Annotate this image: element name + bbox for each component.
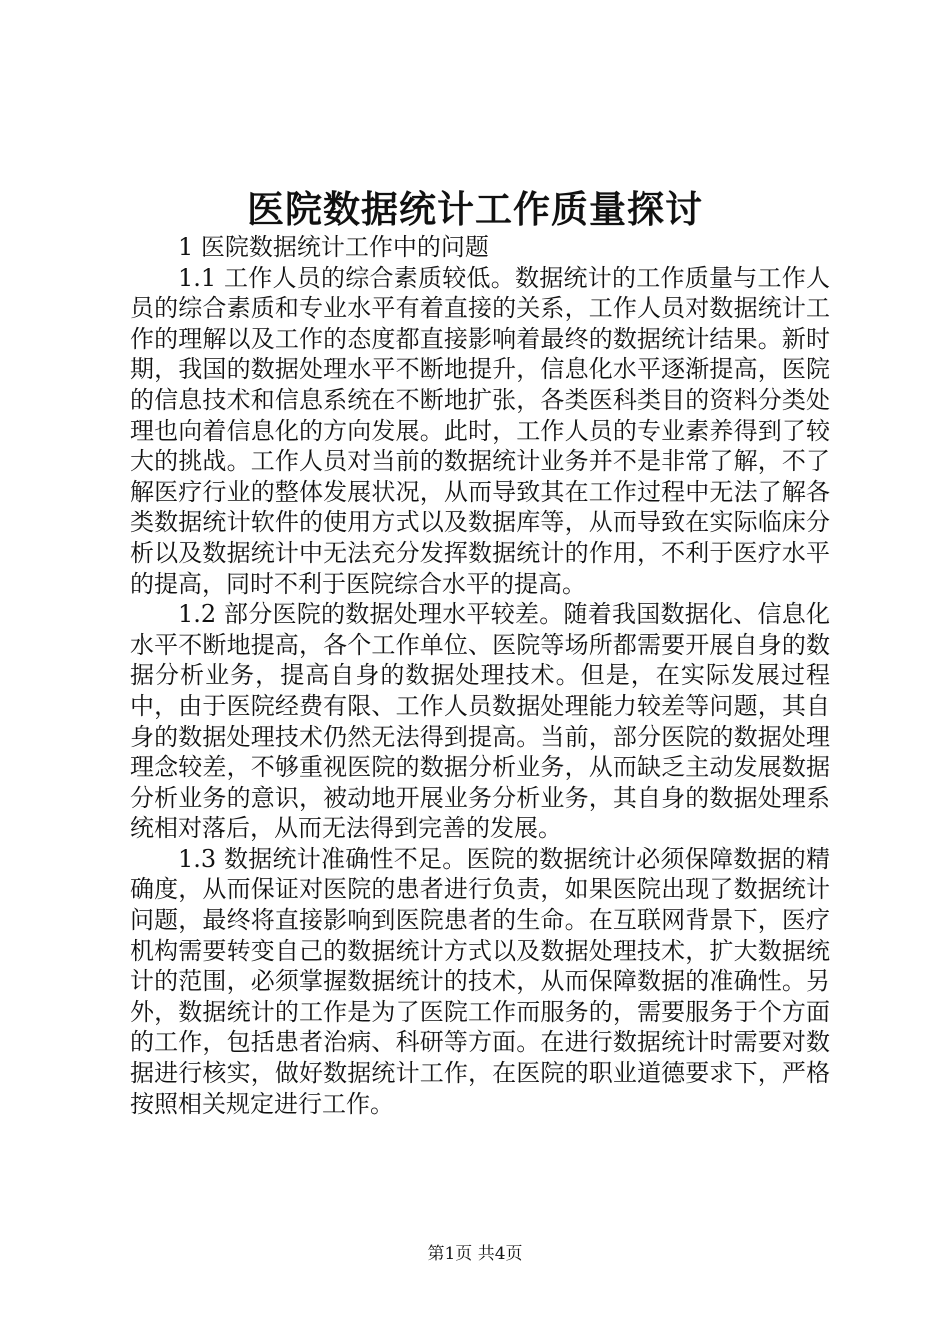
paragraph-1-2: 1.2 部分医院的数据处理水平较差。随着我国数据化、信息化水平不断地提高，各个工作单位、医院等场所都需要开展自身的数据分析业务，提高自身的数据处理技术。但是，在实际发展过程中，由于医院经费有限、工作人员数据处理能力较差等问题，其自身的数据处理技术仍然无法得到提高。当前，部分医院的数据处理理念较差，不够重视医院的数据分析业务，从而缺乏主动发展数据分析业务的意识，被动地开展业务分析业务，其自身的数据处理系统相对落后，从而无法得到完善的发展。	[130, 600, 830, 843]
document-title: 医院数据统计工作质量探讨	[247, 187, 703, 231]
section-heading: 1 医院数据统计工作中的问题	[178, 233, 489, 261]
paragraph-1-1: 1.1 工作人员的综合素质较低。数据统计的工作质量与工作人员的综合素质和专业水平有着直接的关系，工作人员对数据统计工作的理解以及工作的态度都直接影响着最终的数据统计结果。新时期，我国的数据处理水平不断地提升，信息化水平逐渐提高，医院的信息技术和信息系统在不断地扩张，各类医科类目的资料分类处理也向着信息化的方向发展。此时，工作人员的专业素养得到了较大的挑战。工作人员对当前的数据统计业务并不是非常了解，不了解医疗行业的整体发展状况，从而导致其在工作过程中无法了解各类数据统计软件的使用方式以及数据库等，从而导致在实际临床分析以及数据统计中无法充分发挥数据统计的作用，不利于医疗水平的提高，同时不利于医院综合水平的提高。	[130, 263, 830, 598]
document-body	[130, 232, 830, 1119]
page-footer: 第1页 共4页	[427, 1244, 523, 1264]
paragraph-1-3: 1.3 数据统计准确性不足。医院的数据统计必须保障数据的精确度，从而保证对医院的患者进行负责，如果医院出现了数据统计问题，最终将直接影响到医院患者的生命。在互联网背景下，医疗机构需要转变自己的数据统计方式以及数据处理技术，扩大数据统计的范围，必须掌握数据统计的技术，从而保障数据的准确性。另外，数据统计的工作是为了医院工作而服务的，需要服务于个方面的工作，包括患者治病、科研等方面。在进行数据统计时需要对数据进行核实，做好数据统计工作，在医院的职业道德要求下，严格按照相关规定进行工作。	[130, 844, 830, 1118]
